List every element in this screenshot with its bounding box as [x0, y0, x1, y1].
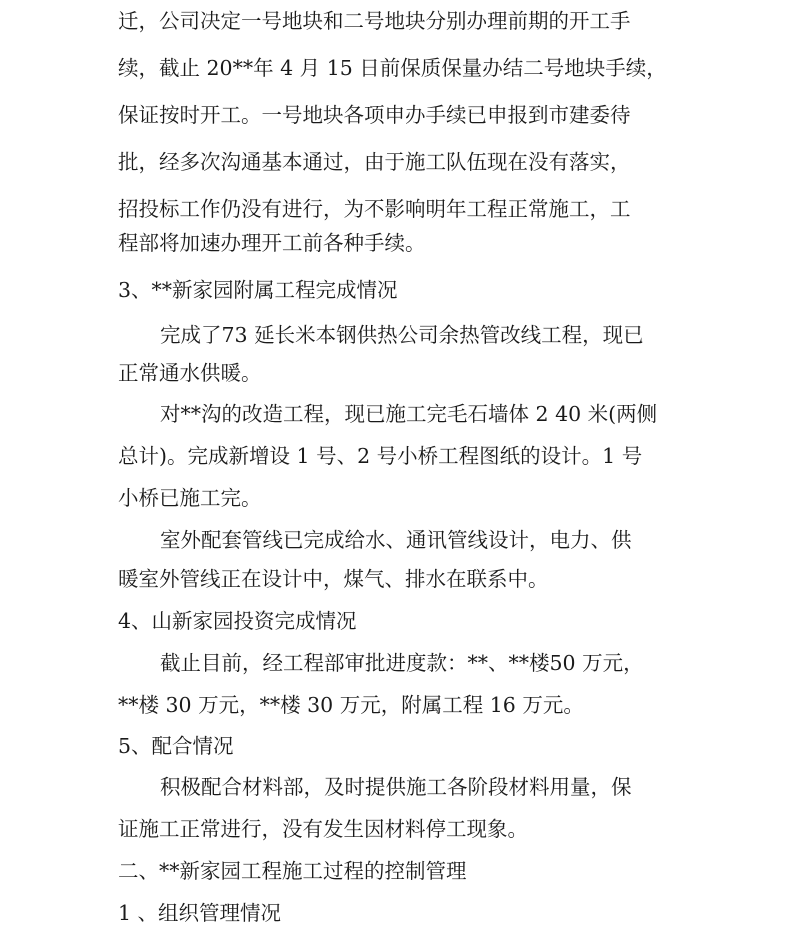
paragraph-line: 证施工正常进行，没有发生因材料停工现象。	[118, 817, 528, 841]
section-heading: 5、配合情况	[118, 734, 234, 758]
paragraph-line: **楼 30 万元，**楼 30 万元，附属工程 16 万元。	[118, 693, 584, 717]
section-heading: 1 、组织管理情况	[118, 901, 282, 925]
paragraph-line: 招投标工作仍没有进行，为不影响明年工程正常施工，工	[118, 197, 631, 221]
paragraph-line: 暖室外管线正在设计中，煤气、排水在联系中。	[118, 567, 549, 591]
section-heading: 3、**新家园附属工程完成情况	[118, 278, 398, 302]
paragraph-line: 续，截止 20**年 4 月 15 日前保质保量办结二号地块手续，	[118, 56, 667, 80]
paragraph-line: 总计)。完成新增设 1 号、2 号小桥工程图纸的设计。1 号	[118, 444, 643, 468]
section-heading: 4、山新家园投资完成情况	[118, 609, 357, 633]
paragraph-line: 正常通水供暖。	[118, 361, 262, 385]
paragraph-line: 迁，公司决定一号地块和二号地块分别办理前期的开工手	[118, 9, 631, 33]
paragraph-line: 积极配合材料部，及时提供施工各阶段材料用量，保	[160, 775, 632, 799]
paragraph-line: 程部将加速办理开工前各种手续。	[118, 231, 426, 255]
paragraph-line: 小桥已施工完。	[118, 486, 262, 510]
paragraph-line: 截止目前，经工程部审批进度款：**、**楼50 万元，	[160, 651, 644, 675]
section-heading: 二、**新家园工程施工过程的控制管理	[118, 859, 467, 883]
paragraph-line: 批，经多次沟通基本通过，由于施工队伍现在没有落实，	[118, 150, 631, 174]
paragraph-line: 完成了73 延长米本钢供热公司余热管改线工程，现已	[160, 323, 644, 347]
paragraph-line: 对**沟的改造工程，现已施工完毛石墙体 2 40 米(两侧	[160, 402, 658, 426]
paragraph-line: 室外配套管线已完成给水、通讯管线设计，电力、供	[160, 528, 632, 552]
paragraph-line: 保证按时开工。一号地块各项申办手续已申报到市建委待	[118, 103, 631, 127]
